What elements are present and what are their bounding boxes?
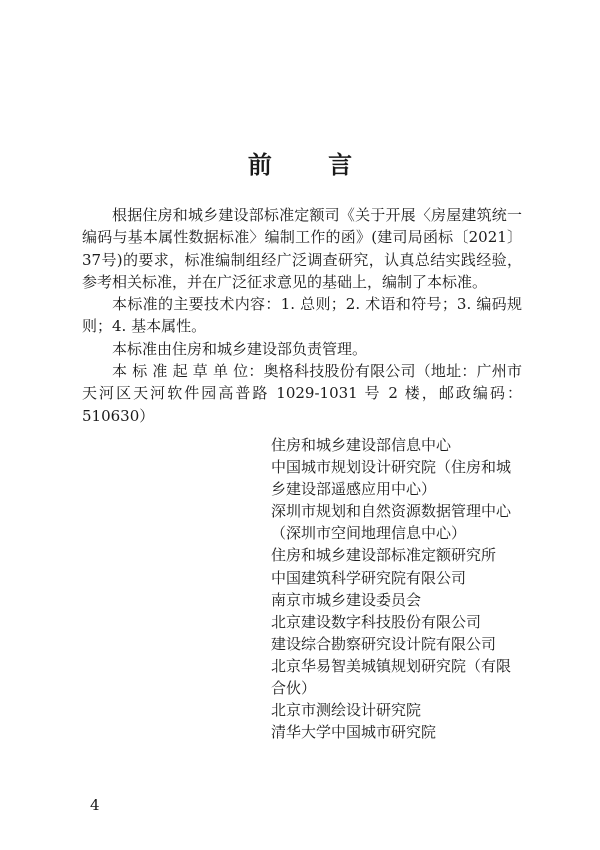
- paragraph-background: 根据住房和城乡建设部标准定额司《关于开展〈房屋建筑统一编码与基本属性数据标准〉编制工作的函》(建司局函标〔2021〕37号)的要求，标准编制组经广泛调查研究，认真总结实践经验，参考相关标准，并在广泛征求意见的基础上，编制了本标准。: [82, 206, 522, 291]
- organization-item: 北京建设数字科技股份有限公司: [271, 612, 482, 631]
- participating-organizations: [271, 434, 523, 743]
- organization-item: 深圳市规划和自然资源数据管理中心（深圳市空间地理信息中心）: [271, 502, 512, 543]
- paragraph-technical-content: 本标准的主要技术内容：1. 总则；2. 术语和符号；3. 编码规则；4. 基本属性。: [82, 295, 522, 336]
- organization-item: 住房和城乡建设部信息中心: [271, 436, 452, 454]
- organization-item: 南京市城乡建设委员会: [271, 590, 422, 609]
- organization-item: 清华大学中国城市研究院: [271, 723, 437, 742]
- organization-item: 中国城市规划设计研究院（住房和城乡建设部遥感应用中心）: [271, 458, 512, 499]
- organization-item: 北京华易智美城镇规划研究院（有限合伙）: [271, 656, 512, 698]
- paragraph-management: 本标准由住房和城乡建设部负责管理。: [112, 339, 368, 358]
- preface-body: [82, 204, 522, 427]
- organization-item: 中国建筑科学研究院有限公司: [271, 568, 467, 587]
- page-number: 4: [90, 796, 100, 814]
- organization-item: 建设综合勘察研究设计院有限公司: [271, 634, 497, 653]
- paragraph-drafting-unit: 本 标 准 起 草 单 位：奥格科技股份有限公司（地址：广州市天河区天河软件园高普路 1029-1031 号 2 楼，邮政编码：510630）: [82, 362, 522, 425]
- page-title: 前 言: [247, 150, 377, 179]
- organization-item: 北京市测绘设计研究院: [271, 701, 422, 720]
- organization-item: 住房和城乡建设部标准定额研究所: [271, 546, 497, 565]
